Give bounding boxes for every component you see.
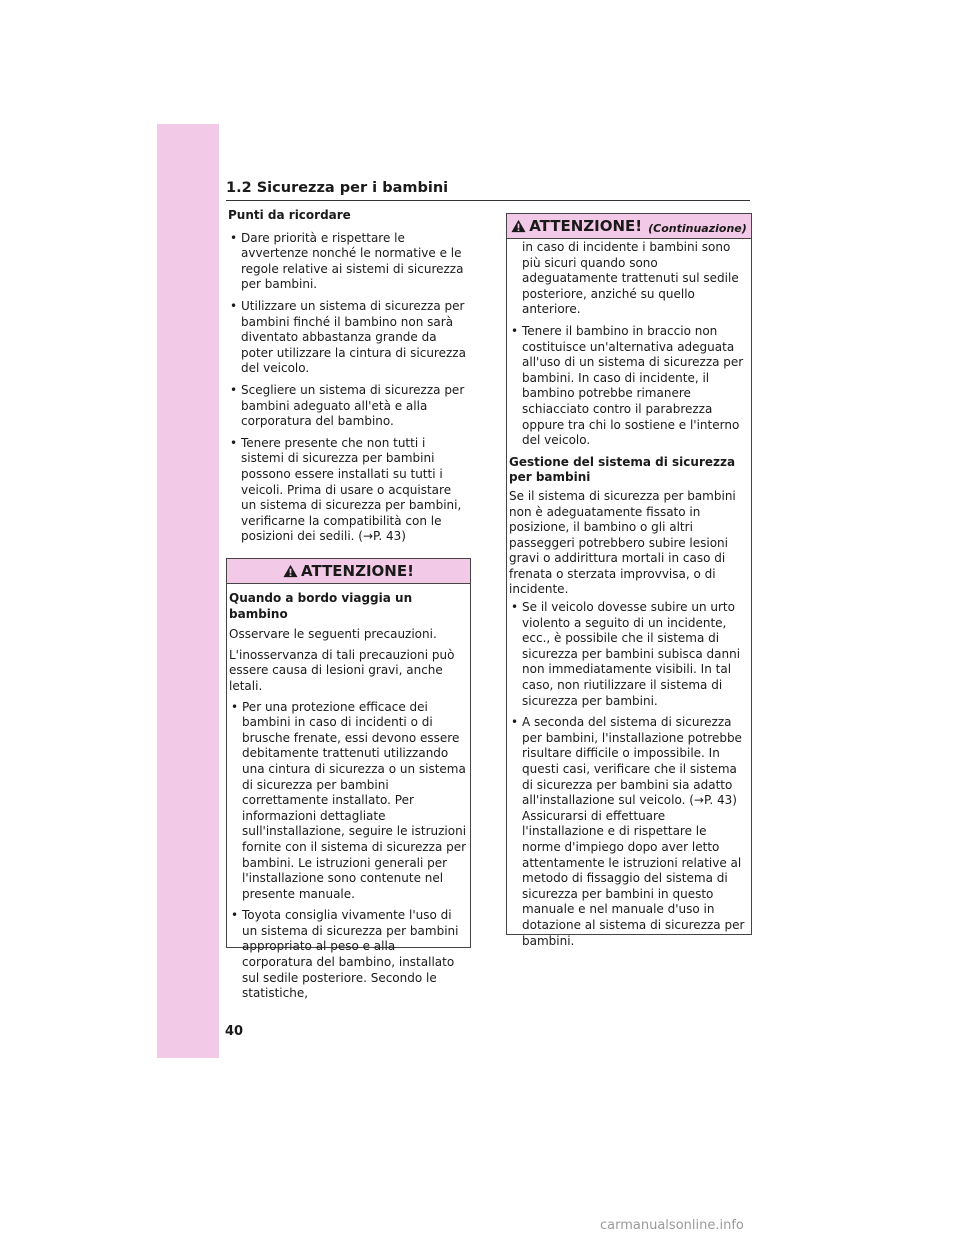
left-bullet-list (228, 231, 468, 545)
warning-title: ATTENZIONE! (529, 217, 643, 235)
list-item: • Se il veicolo dovesse subire un urto violento a seguito di un incidente, ecc., è possibile che il sistema di sicurezza per bambini subisca danni non immediatamente visibili. In tal caso, non riutilizzare il sistema di sicurezza per bambini. (509, 600, 748, 709)
list-item: • Utilizzare un sistema di sicurezza per bambini finché il bambino non sarà diventato abbastanza grande da poter utilizzare la cintura di sicurezza del veicolo. (228, 299, 468, 377)
list-item: • Tenere il bambino in braccio non costituisce un'alternativa adeguata all'uso di un sistema di sicurezza per bambini. In caso di incidente, il bambino potrebbe rimanere schiacciato contro il parabrezza oppure tra chi lo sostiene e l'interno del veicolo. (509, 324, 748, 449)
warning-heading: Gestione del sistema di sicurezza per bambini (509, 454, 736, 485)
list-item: • Per una protezione efficace dei bambini in caso di incidenti o di brusche frenate, essi devono essere debitamente trattenuti utilizzando una cintura di sicurezza o un sistema di sicurezza per bambini correttamente installato. Per informazioni dettagliate sull'installazione, seguire le istruzioni fornite con il sistema di sicurezza per bambini. Le istruzioni generali per l'installazione sono contenute nel presente manuale. (229, 700, 467, 903)
warning-triangle-icon (283, 564, 298, 578)
warning-title: ATTENZIONE! (301, 562, 414, 580)
warning-body (227, 584, 470, 1002)
list-item: • A seconda del sistema di sicurezza per bambini, l'installazione potrebbe risultare difficile o impossibile. In questi casi, verificare che il sistema di sicurezza per bambini sia adatto all'installazione sul veicolo. (→P. 43) Assicurarsi di effettuare l'installazione e di rispettare le norme d'impiego dopo aver letto attentamente le istruzioni relative al metodo di fissaggio del sistema di sicurezza per bambini in questo manuale e nel manuale d'uso in dotazione al sistema di sicurezza per bambini. (509, 715, 748, 949)
warning-para: Osservare le seguenti precauzioni. (229, 627, 437, 642)
warning-para: Se il sistema di sicurezza per bambini non è adeguatamente fissato in posizione, il bambino o gli altri passeggeri potrebbero subire lesioni gravi o addirittura mortali in caso di frenata o sterzata improvvisa, o di incidente. (509, 488, 736, 597)
warning-bullet-list (509, 600, 748, 949)
left-heading: Punti da ricordare (228, 208, 351, 222)
list-item: • Dare priorità e rispettare le avvertenze nonché le normative e le regole relative ai sistemi di sicurezza per bambini. (228, 231, 468, 293)
warning-continued-label: (Continuazione) (648, 221, 747, 235)
warning-heading: Quando a bordo viaggia un bambino (229, 591, 413, 621)
warning-box-right (506, 213, 752, 948)
list-item: • Tenere presente che non tutti i sistemi di sicurezza per bambini possono essere installati su tutti i veicoli. Prima di usare o acquistare un sistema di sicurezza per bambini, verificarne la compatibilità con le posizioni dei sedili. (→P. 43) (228, 436, 468, 545)
section-divider (226, 200, 750, 201)
warning-triangle-icon (511, 219, 526, 233)
warning-bullet-list (229, 700, 467, 1002)
warning-header (227, 559, 470, 584)
section-title: 1.2 Sicurezza per i bambini (226, 180, 449, 196)
warning-continuation-text: in caso di incidente i bambini sono più sicuri quando sono adeguatamente trattenuti sul sedile posteriore, anziché su quello anteriore. (522, 240, 739, 317)
warning-body (507, 239, 751, 949)
page-number: 40 (225, 1024, 244, 1039)
footer-watermark: carmanualsonline.info (600, 1218, 744, 1233)
warning-box-left (226, 558, 471, 1001)
warning-para: L'inosservanza di tali precauzioni può essere causa di lesioni gravi, anche letali. (229, 647, 455, 693)
page-sidebar-tab (157, 124, 219, 1058)
list-item: • Scegliere un sistema di sicurezza per bambini adeguato all'età e alla corporatura del bambino. (228, 383, 468, 430)
left-column (228, 208, 468, 551)
warning-header (507, 214, 751, 239)
warning-bullet-list (509, 324, 748, 449)
list-item: • Toyota consiglia vivamente l'uso di un sistema di sicurezza per bambini appropriato al peso e alla corporatura del bambino, installato sul sedile posteriore. Secondo le statistiche, (229, 908, 467, 1002)
